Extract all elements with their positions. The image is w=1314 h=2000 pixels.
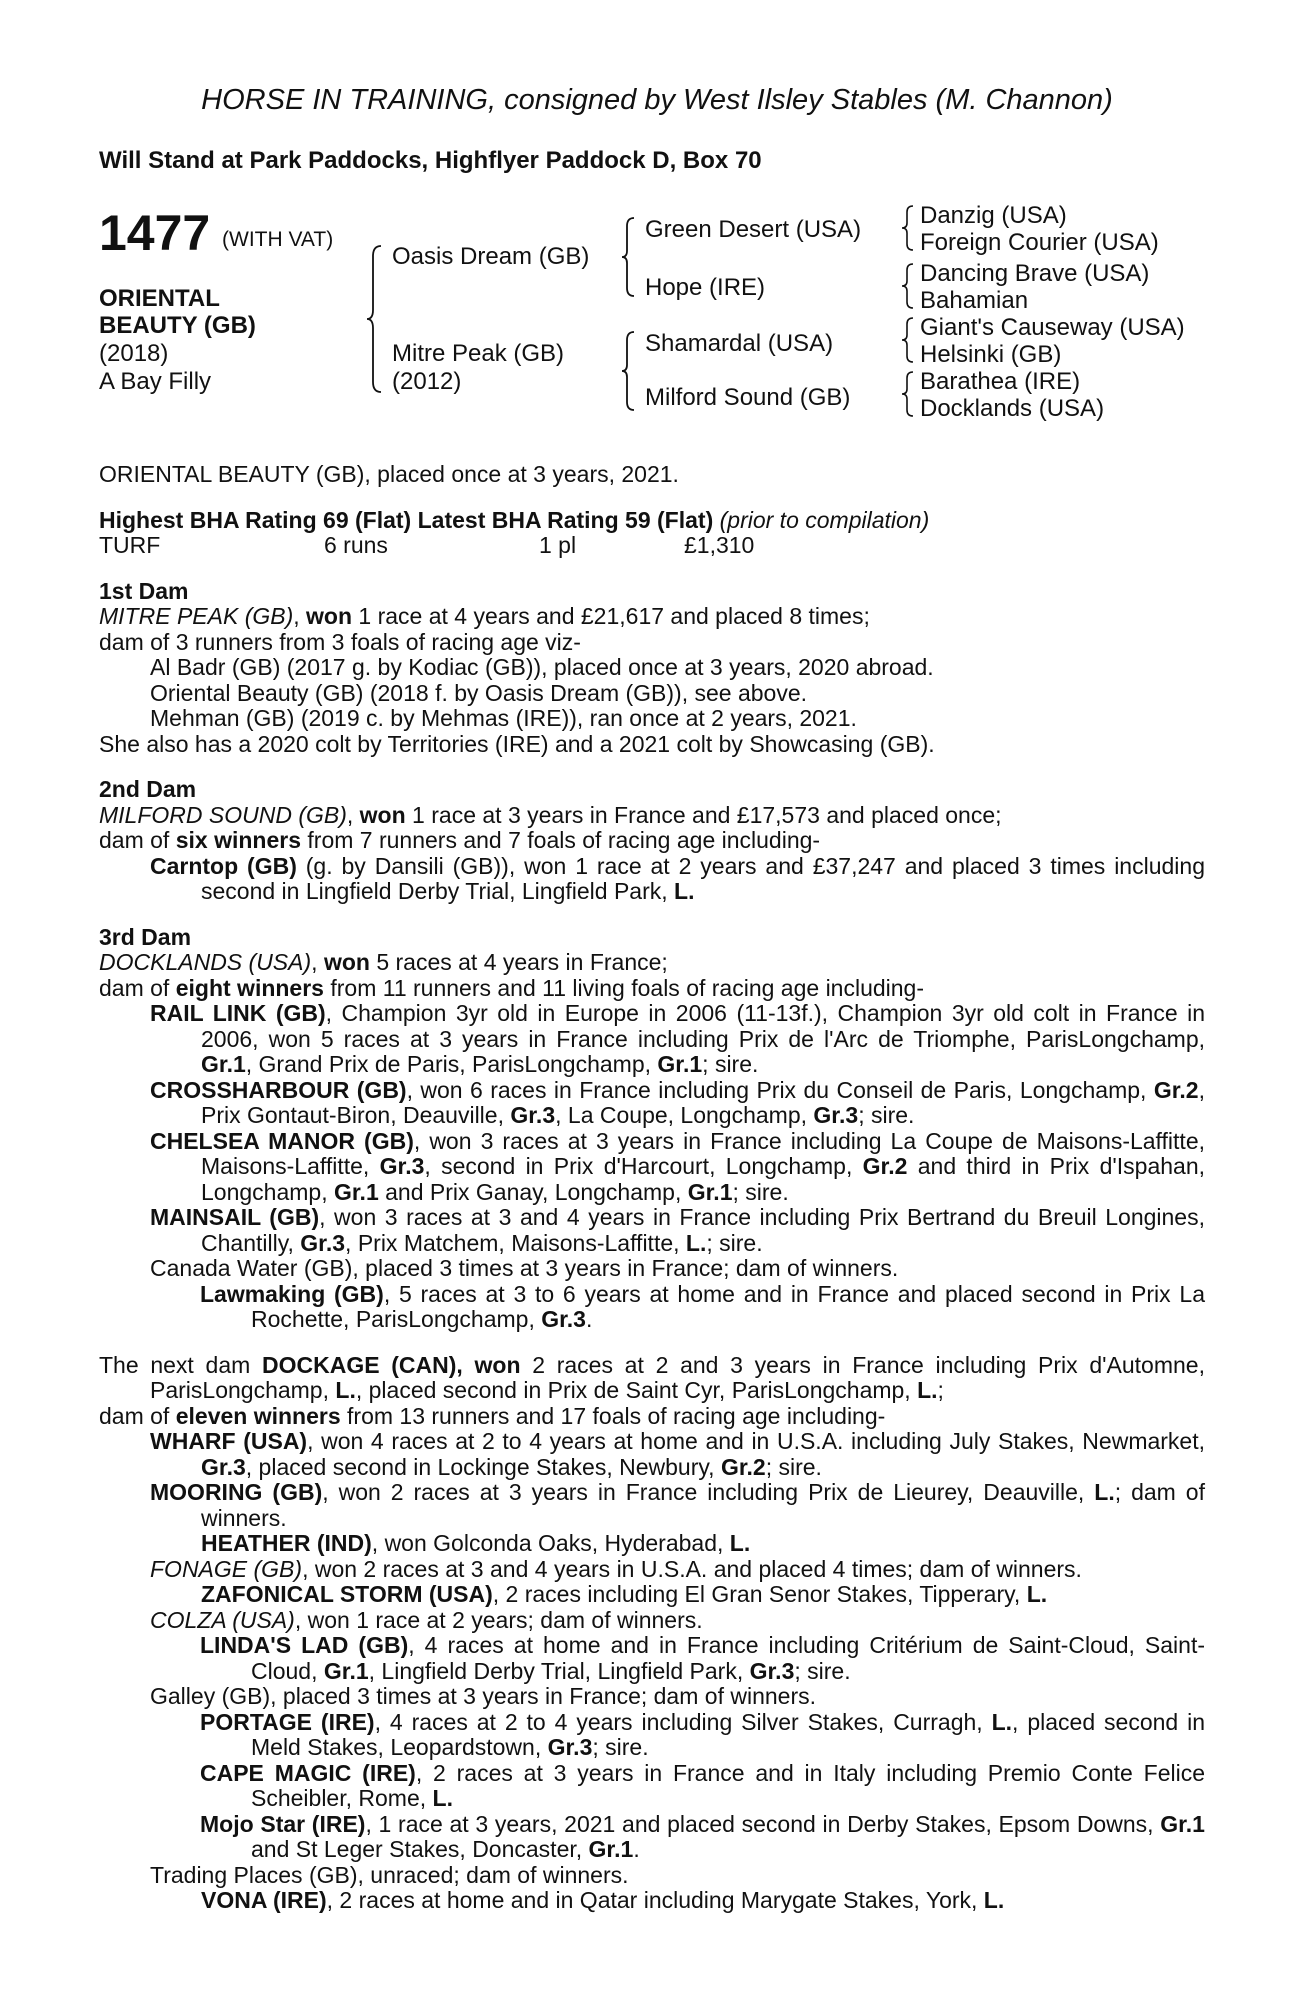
dam2-produce-intro: dam of six winners from 7 runners and 7 foals of racing age including- <box>99 827 821 853</box>
pedigree-dam-dam: Milford Sound (GB) <box>645 384 851 411</box>
horse-description: A Bay Filly <box>99 368 212 395</box>
next-produce-8: Galley (GB), placed 3 times at 3 years in France; dam of winners. <box>150 1683 816 1709</box>
horse-name-line1: ORIENTAL <box>99 285 220 312</box>
dam3-produce-6: Lawmaking (GB), 5 races at 3 to 6 years at home and in France and placed second in Prix La Rochette, ParisLongchamp, Gr.3. <box>200 1280 1205 1332</box>
pedigree-brace-sd <box>900 262 916 310</box>
catalogue-body <box>99 462 1205 1914</box>
dam2-name: MILFORD SOUND (GB) <box>99 801 347 828</box>
dam3-line: DOCKLANDS (USA), won 5 races at 4 years in France; <box>99 949 668 975</box>
dam2-produce-1: Carntop (GB) (g. by Dansili (GB)), won 1 race at 2 years and £37,247 and placed 3 times including second in Lingfield Derby Trial, Lingfield Park, L. <box>150 852 1205 904</box>
next-produce-13: VONA (IRE), 2 races at home and in Qatar including Marygate Stakes, York, L. <box>201 1887 1005 1913</box>
dam3-produce-2: CROSSHARBOUR (GB), won 6 races in France including Prix du Conseil de Paris, Longchamp, Gr.2, Prix Gontaut-Biron, Deauville, Gr.3, La Coupe, Longchamp, Gr.3; sire. <box>150 1076 1205 1128</box>
dam3-heading: 3rd Dam <box>99 923 192 950</box>
pedigree-brace-dam <box>620 330 638 412</box>
dam3-name: DOCKLANDS (USA) <box>99 949 312 975</box>
dam1-line: MITRE PEAK (GB), won 1 race at 4 years and £21,617 and placed 8 times; <box>99 603 870 629</box>
stand-location: Will Stand at Park Paddocks, Highflyer Paddock D, Box 70 <box>99 147 762 174</box>
race-surface: TURF <box>99 532 161 558</box>
dam2-record: 1 race at 3 years in France and £17,573 and placed once; <box>405 801 1002 828</box>
next-dam-produce-intro: dam of eleven winners from 13 runners and 17 foals of racing age including- <box>99 1402 886 1429</box>
pedigree-sire: Oasis Dream (GB) <box>392 243 590 270</box>
pedigree-dam-year: (2012) <box>392 368 462 395</box>
page-title: HORSE IN TRAINING, consigned by West Ilsley Stables (M. Channon) <box>201 84 1113 116</box>
horse-year: (2018) <box>99 340 169 367</box>
dam1-produce-3: Mehman (GB) (2019 c. by Mehmas (IRE)), ran once at 2 years, 2021. <box>150 705 857 731</box>
pedigree-sds: Dancing Brave (USA) <box>920 260 1150 287</box>
next-produce-7: LINDA'S LAD (GB), 4 races at home and in France including Critérium de Saint-Cloud, Saint-Cloud, Gr.1, Lingfield Derby Trial, Lingfield Park, Gr.3; sire. <box>200 1632 1205 1684</box>
dam2-heading: 2nd Dam <box>99 776 197 802</box>
dam1-heading: 1st Dam <box>99 577 189 604</box>
pedigree-brace-main <box>365 244 385 394</box>
pedigree-sire-dam: Hope (IRE) <box>645 274 766 301</box>
pedigree-dss: Giant's Causeway (USA) <box>920 314 1185 341</box>
pedigree-ssd: Foreign Courier (USA) <box>920 229 1159 256</box>
next-produce-10: CAPE MAGIC (IRE), 2 races at 3 years in France and in Italy including Premio Conte Felice Scheibler, Rome, L. <box>200 1759 1205 1811</box>
dam3-record: 5 races at 4 years in France; <box>369 949 668 975</box>
next-produce-4: FONAGE (GB), won 2 races at 3 and 4 years in U.S.A. and placed 4 times; dam of winners. <box>150 1555 1082 1582</box>
pedigree-dam-sire: Shamardal (USA) <box>645 330 834 357</box>
vat-label: (WITH VAT) <box>222 228 334 251</box>
dam3-produce-intro: dam of eight winners from 11 runners and 11 living foals of racing age including- <box>99 974 925 1001</box>
pedigree-dsd: Helsinki (GB) <box>920 341 1062 368</box>
pedigree-sdd: Bahamian <box>920 287 1029 314</box>
dam1-record: 1 race at 4 years and £21,617 and placed 8 times; <box>352 603 870 629</box>
race-runs: 6 runs <box>324 532 388 558</box>
pedigree-sire-sire: Green Desert (USA) <box>645 216 862 243</box>
horse-name <box>99 285 256 339</box>
dam1-produce-1: Al Badr (GB) (2017 g. by Kodiac (GB)), placed once at 3 years, 2020 abroad. <box>150 654 934 680</box>
race-record <box>99 533 1205 559</box>
dam3-won: won <box>323 949 370 975</box>
dam3-produce-5: Canada Water (GB), placed 3 times at 3 years in France; dam of winners. <box>150 1255 899 1281</box>
summary-line: ORIENTAL BEAUTY (GB), placed once at 3 years, 2021. <box>99 461 679 487</box>
dam1-name: MITRE PEAK (GB) <box>99 603 294 629</box>
race-earnings: £1,310 <box>684 532 755 558</box>
next-dam-line: The next dam DOCKAGE (CAN), won 2 races at 2 and 3 years in France including Prix d'Automne, ParisLongchamp, L., placed second in Prix de Saint Cyr, ParisLongchamp, L.; <box>99 1351 1205 1403</box>
dam1-produce-note: She also has a 2020 colt by Territories (IRE) and a 2021 colt by Showcasing (GB). <box>99 730 935 757</box>
lot-number: 1477 <box>99 205 211 261</box>
next-produce-12: Trading Places (GB), unraced; dam of winners. <box>150 1861 629 1888</box>
pedigree-dam: Mitre Peak (GB) <box>392 340 565 367</box>
race-placed: 1 pl <box>539 532 577 558</box>
dam2-won: won <box>359 801 406 828</box>
dam1-produce-2: Oriental Beauty (GB) (2018 f. by Oasis Dream (GB)), see above. <box>150 679 808 706</box>
next-produce-1: WHARF (USA), won 4 races at 2 to 4 years at home and in U.S.A. including July Stakes, Newmarket, Gr.3, placed second in Lockinge Stakes, Newbury, Gr.2; sire. <box>150 1428 1205 1480</box>
dam1-produce-intro: dam of 3 runners from 3 foals of racing age viz- <box>99 628 581 655</box>
next-produce-5: ZAFONICAL STORM (USA), 2 races including El Gran Senor Stakes, Tipperary, L. <box>201 1581 1048 1607</box>
dam2-line: MILFORD SOUND (GB), won 1 race at 3 years in France and £17,573 and placed once; <box>99 801 1002 828</box>
rating-bold: Highest BHA Rating 69 (Flat) Latest BHA Rating 59 (Flat) <box>99 506 714 533</box>
pedigree-sss: Danzig (USA) <box>920 202 1067 229</box>
rating-note: (prior to compilation) <box>719 506 930 533</box>
rating-line <box>99 508 1205 534</box>
dam3-produce-1: RAIL LINK (GB), Champion 3yr old in Europe in 2006 (11-13f.), Champion 3yr old colt in France in 2006, won 5 races at 3 years in France including Prix de l'Arc de Triomphe, ParisLongchamp, Gr.1, Grand Prix de Paris, ParisLongchamp, Gr.1; sire. <box>150 1000 1205 1077</box>
next-produce-9: PORTAGE (IRE), 4 races at 2 to 4 years including Silver Stakes, Curragh, L., placed second in Meld Stakes, Leopardstown, Gr.3; sire. <box>200 1708 1206 1760</box>
horse-name-line2: BEAUTY (GB) <box>99 312 256 339</box>
dam3-produce-3: CHELSEA MANOR (GB), won 3 races at 3 years in France including La Coupe de Maisons-Laffitte, Maisons-Laffitte, Gr.3, second in Prix d'Harcourt, Longchamp, Gr.2 and third in Prix d'Ispahan, Longchamp, Gr.1 and Prix Ganay, Longchamp, Gr.1; sire. <box>150 1127 1206 1205</box>
next-produce-2: MOORING (GB), won 2 races at 3 years in France including Prix de Lieurey, Deauville, L.; dam of winners. <box>150 1479 1205 1531</box>
dam3-produce-4: MAINSAIL (GB), won 3 races at 3 and 4 years in France including Prix Bertrand du Breuil Longines, Chantilly, Gr.3, Prix Matchem, Maisons-Laffitte, L.; sire. <box>150 1204 1205 1256</box>
pedigree-ddd: Docklands (USA) <box>920 395 1105 422</box>
pedigree-brace-ss <box>900 204 916 252</box>
pedigree-dds: Barathea (IRE) <box>920 368 1081 395</box>
next-produce-11: Mojo Star (IRE), 1 race at 3 years, 2021 and placed second in Derby Stakes, Epsom Downs, Gr.1 and St Leger Stakes, Doncaster, Gr.1. <box>200 1810 1205 1862</box>
pedigree-brace-sire <box>620 216 638 298</box>
pedigree-brace-ds <box>900 316 916 364</box>
next-produce-3: HEATHER (IND), won Golconda Oaks, Hyderabad, L. <box>201 1530 751 1556</box>
pedigree-brace-dd <box>900 370 916 418</box>
dam1-won: won <box>306 603 353 629</box>
next-produce-6: COLZA (USA), won 1 race at 2 years; dam of winners. <box>150 1606 703 1633</box>
